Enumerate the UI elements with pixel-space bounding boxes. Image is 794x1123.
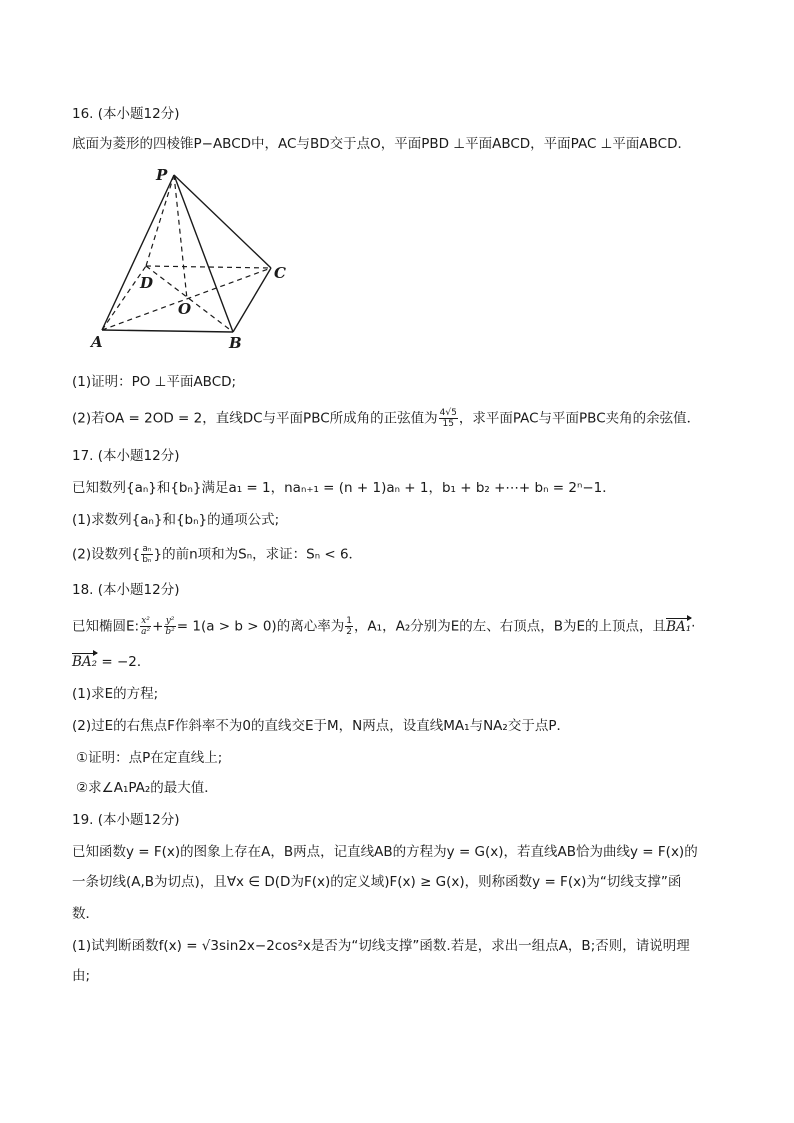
q16-part2: (2)若OA = 2OD = 2，直线DC与平面PBC所成角的正弦值为 $\frac{4√5}{15}$ ，求平面PAC与平面PBC夹角的余弦值． <box>72 408 701 429</box>
edge-PC <box>174 175 271 268</box>
q17-part2: (2)设数列{ $\frac{\text{aₙ}}{\text{bₙ}}$ }的前n项和为Sₙ，求证：Sₙ < 6． <box>72 544 363 565</box>
q17-part1: (1)求数列{aₙ}和{bₙ}的通项公式; <box>72 512 280 528</box>
q19-stem-3: 数． <box>72 906 99 922</box>
q19-stem-2: 一条切线(A,B为切点)，且∀x ∈ D(D为F(x)的定义域)F(x) ≥ G(x)，则称函数y = F(x)为“切线支撑”函 <box>72 874 682 890</box>
label-D: D <box>140 274 154 292</box>
q18-stem: 已知椭圆E: $\frac{\text{x²}}{\text{a²}}$ + $\frac{\text{y²}}{\text{b²}}$ = 1(a > b > 0)的离心率为 $\frac{1}{2}$ ，A₁，A₂分别为E的左、右顶点，B为E的上顶点，且BA₁· <box>72 616 696 637</box>
q17-heading: 17. (本小题12分) <box>72 448 180 464</box>
q18-sub2: ②求∠A₁PA₂的最大值． <box>76 780 218 796</box>
eccentricity-fraction: $\frac{1}{2}$ <box>346 616 352 637</box>
q18-part1: (1)求E的方程; <box>72 686 159 702</box>
sequence-fraction: $\frac{\text{aₙ}}{\text{bₙ}}$ <box>142 544 152 565</box>
q16-part1: (1)证明：PO ⊥平面ABCD; <box>72 374 237 390</box>
label-O: O <box>178 300 192 318</box>
edge-AB <box>102 330 233 332</box>
vector-BA2: BA₂ <box>72 654 98 670</box>
q18-part2: (2)过E的右焦点F作斜率不为0的直线交E于M，N两点，设直线MA₁与NA₂交于点P． <box>72 718 570 734</box>
diag-AC <box>102 268 271 330</box>
q17-stem: 已知数列{aₙ}和{bₙ}满足a₁ = 1，naₙ₊₁ = (n + 1)aₙ + 1，b₁ + b₂ +⋯+ bₙ = 2ⁿ−1． <box>72 480 616 496</box>
vector-BA1: BA₁ <box>666 618 692 635</box>
sine-fraction: $\frac{4√5}{15}$ <box>439 408 457 429</box>
label-A: A <box>91 333 103 350</box>
edge-BC <box>233 268 271 332</box>
edge-PD <box>146 175 174 266</box>
q16-stem: 底面为菱形的四棱锥P−ABCD中，AC与BD交于点O，平面PBD ⊥平面ABCD，平面PAC ⊥平面ABCD． <box>72 136 692 152</box>
label-P: P <box>156 166 168 184</box>
q19-heading: 19. (本小题12分) <box>72 812 180 828</box>
q19-part1-1: (1)试判断函数f(x) = √3sin2x−2cos²x是否为“切线支撑”函数.若是，求出一组点A，B;否则，请说明理 <box>72 938 690 954</box>
edge-PA <box>102 175 174 330</box>
q19-stem-1: 已知函数y = F(x)的图象上存在A，B两点，记直线AB的方程为y = G(x)，若直线AB恰为曲线y = F(x)的 <box>72 844 698 860</box>
q16-heading: 16. (本小题12分) <box>72 106 180 122</box>
label-B: B <box>229 334 242 350</box>
q18-heading: 18. (本小题12分) <box>72 582 180 598</box>
q18-stem-cont: BA₂ = −2． <box>72 654 151 670</box>
q18-sub1: ①证明：点P在定直线上; <box>76 750 223 766</box>
label-C: C <box>274 264 286 282</box>
q19-part1-2: 由; <box>72 968 91 984</box>
pyramid-figure <box>86 160 296 350</box>
